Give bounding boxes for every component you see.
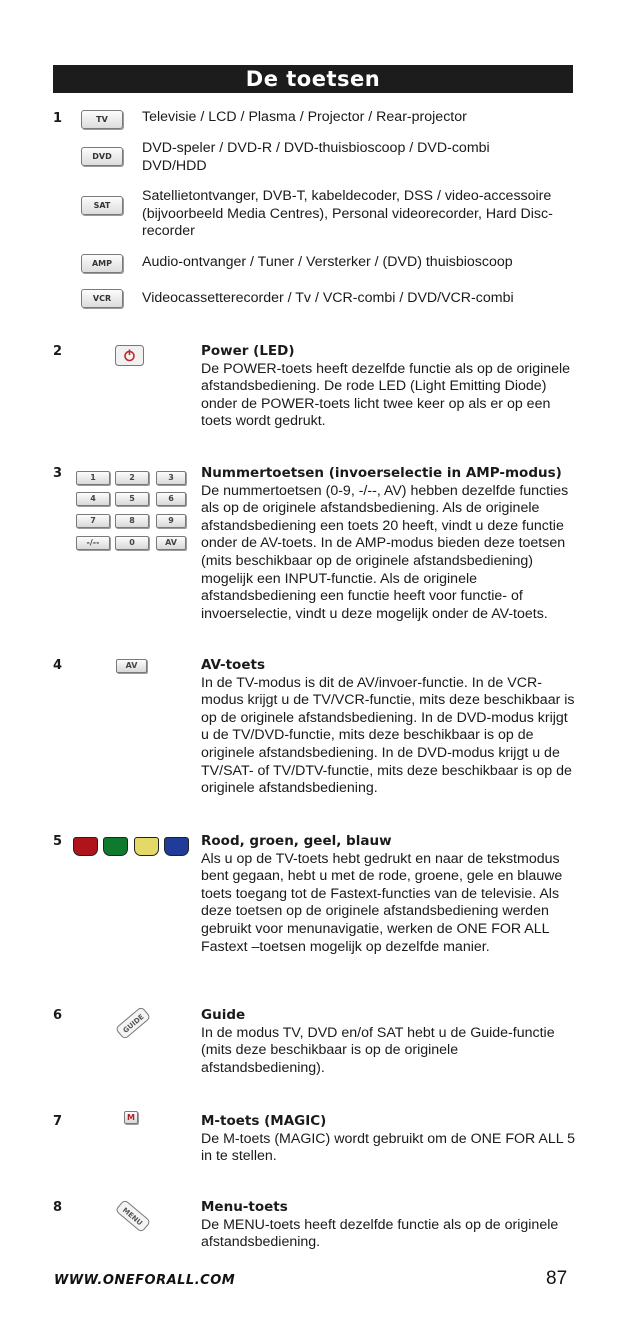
amp-key: AMP [81, 254, 123, 273]
key-0: 0 [115, 536, 149, 550]
magic-key: M [124, 1111, 138, 1124]
menu-key [112, 1198, 154, 1234]
section-number-7: 7 [53, 1114, 63, 1129]
menu-description [201, 1199, 576, 1252]
number-keys-body: De nummertoetsen (0-9, -/--, AV) hebben dezelfde functies als op de originele afstandsbediening. Als de originele afstandsbediening een toets 20 heeft, vindt u deze functie onder de AV-toets. In de AMP-modus bieden deze toetsen (mits beschikbaar op de originele afstandsbediening) mogelijk een INPUT-functie. Als de originele afstandsbediening een functie heeft voor functie- of invoerselectie, vindt u deze mogelijk onder de AV-toets. [201, 482, 569, 622]
key-av: AV [156, 536, 186, 550]
av-key: AV [116, 659, 147, 673]
power-heading: Power (LED) [201, 343, 295, 359]
key-dash: -/-- [76, 536, 110, 550]
page-number: 87 [546, 1268, 568, 1289]
dvd-device-text: DVD-speler / DVD-R / DVD-thuisbioscoop / DVD-combi DVD/HDD [142, 140, 490, 174]
color-keys-description [201, 833, 576, 956]
section-number-8: 8 [53, 1200, 63, 1215]
color-keys-body: Als u op de TV-toets hebt gedrukt en naar de tekstmodus bent gegaan, hebt u met de rode, groene, gele en blauwe toets toegang tot de Fastext-functies van de televisie. Als deze toetsen op de originele afstandsbediening werden gebruikt voor menunavigatie, werken de ONE FOR ALL Fastext –toetsen mogelijk op dezelfde manier. [201, 850, 563, 955]
key-1: 1 [76, 471, 110, 485]
sat-device-text: Satellietontvanger, DVB-T, kabeldecoder, DSS / video-accessoire (bijvoorbeeld Media Centres), Personal videorecorder, Hard Disc-recorder [142, 188, 553, 239]
guide-key [112, 1005, 154, 1041]
menu-heading: Menu-toets [201, 1199, 288, 1215]
red-key [73, 837, 98, 856]
key-2: 2 [115, 471, 149, 485]
key-5: 5 [115, 492, 149, 506]
guide-description [201, 1007, 576, 1077]
key-4: 4 [76, 492, 110, 506]
amp-device-text: Audio-ontvanger / Tuner / Versterker / (DVD) thuisbioscoop [142, 254, 513, 270]
magic-description [201, 1113, 576, 1166]
section-number-6: 6 [53, 1008, 63, 1023]
key-9: 9 [156, 514, 186, 528]
tv-device-text: Televisie / LCD / Plasma / Projector / Rear-projector [142, 109, 467, 125]
key-7: 7 [76, 514, 110, 528]
power-key-body [116, 346, 144, 366]
magic-body: De M-toets (MAGIC) wordt gebruikt om de ONE FOR ALL 5 in te stellen. [201, 1130, 575, 1165]
menu-body: De MENU-toets heeft dezelfde functie als op de originele afstandsbediening. [201, 1216, 559, 1251]
menu-key-label: MENU [120, 1206, 144, 1228]
yellow-key [134, 837, 159, 856]
sat-key: SAT [81, 196, 123, 215]
section-number-5: 5 [53, 834, 63, 849]
section-number-1: 1 [53, 111, 63, 126]
page-title: De toetsen [53, 65, 573, 93]
av-body: In de TV-modus is dit de AV/invoer-functie. In de VCR-modus krijgt u de TV/VCR-functie, mits deze beschikbaar is op de originele afstandsbediening. In de DVD-modus krijgt u de TV/DVD-functie, mits deze beschikbaar is op de originele afstandsbediening. In de DVD-modus krijgt u de TV/SAT- of TV/DTV-functie, mits deze beschikbaar is op de originele afstandsbediening. [201, 674, 575, 797]
section-number-2: 2 [53, 344, 63, 359]
blue-key [164, 837, 189, 856]
power-key [115, 345, 145, 367]
number-keys-description [201, 465, 576, 623]
key-6: 6 [156, 492, 186, 506]
power-description [201, 343, 576, 431]
section-number-4: 4 [53, 658, 63, 673]
av-heading: AV-toets [201, 657, 265, 673]
key-3: 3 [156, 471, 186, 485]
dvd-key: DVD [81, 147, 123, 166]
power-body: De POWER-toets heeft dezelfde functie als op de originele afstandsbediening. De rode LED (Light Emitting Diode) onder de POWER-toets licht twee keer op als er op een toets wordt gedrukt. [201, 360, 571, 430]
green-key [103, 837, 128, 856]
guide-heading: Guide [201, 1007, 246, 1023]
tv-key: TV [81, 110, 123, 129]
magic-heading: M-toets (MAGIC) [201, 1113, 327, 1129]
vcr-device-text: Videocassetterecorder / Tv / VCR-combi / DVD/VCR-combi [142, 290, 514, 306]
color-keys-heading: Rood, groen, geel, blauw [201, 833, 392, 849]
key-8: 8 [115, 514, 149, 528]
av-description [201, 657, 576, 798]
section-number-3: 3 [53, 466, 63, 481]
vcr-key: VCR [81, 289, 123, 308]
number-keys-heading: Nummertoetsen (invoerselectie in AMP-modus) [201, 465, 562, 481]
guide-body: In de modus TV, DVD en/of SAT hebt u de Guide-functie (mits deze beschikbaar is op de originele afstandsbediening). [201, 1024, 555, 1076]
footer-url: WWW.ONEFORALL.COM [54, 1273, 236, 1288]
guide-key-label: GUIDE [121, 1012, 146, 1035]
